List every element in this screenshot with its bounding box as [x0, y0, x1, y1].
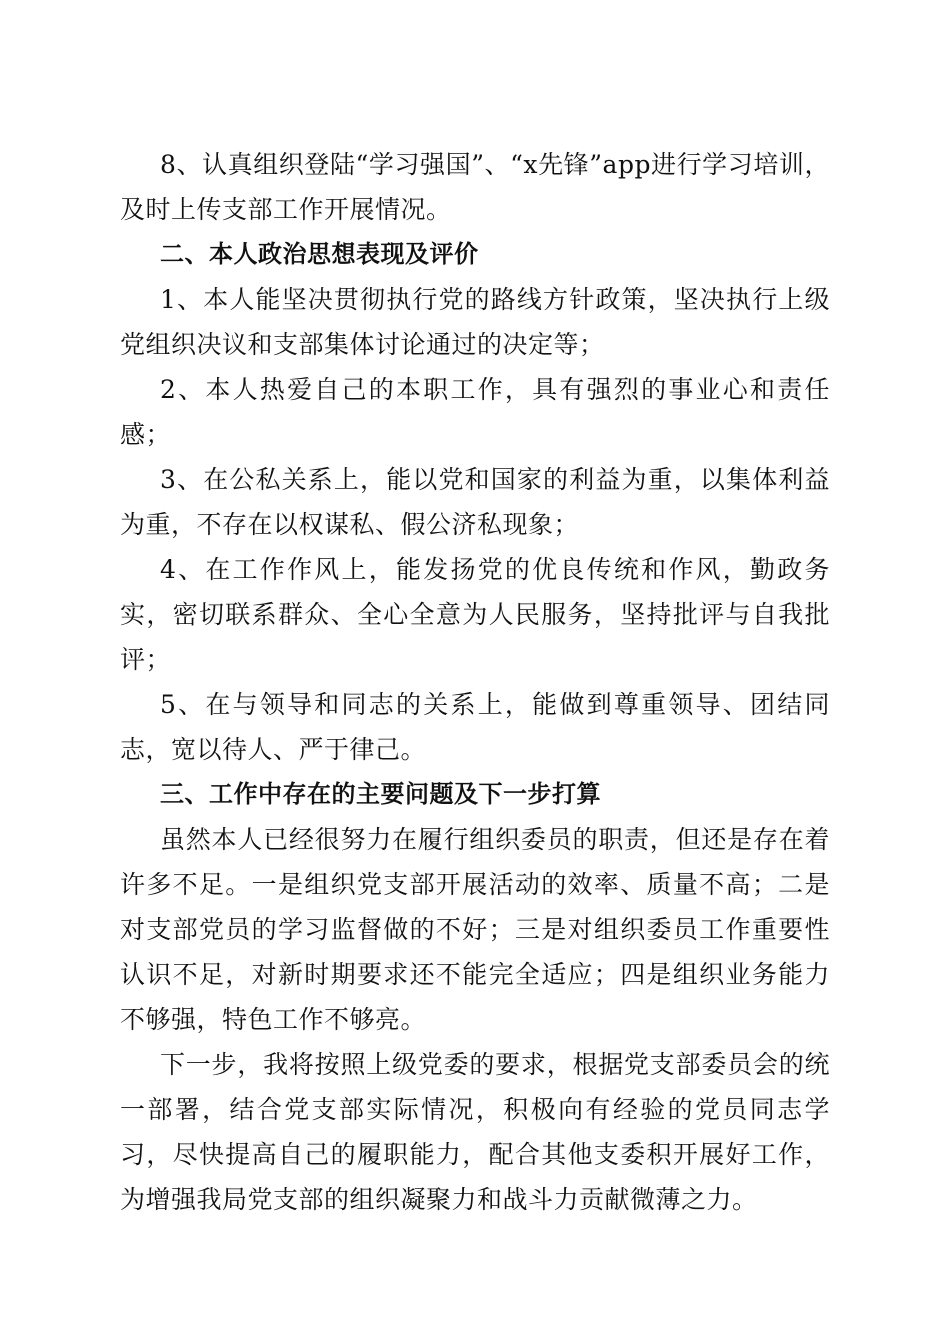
paragraph-item-4: 4、在工作作风上，能发扬党的优良传统和作风，勤政务实，密切联系群众、全心全意为人民服务，坚持批评与自我批评；	[120, 555, 830, 674]
paragraph-item-1: 1、本人能坚决贯彻执行党的路线方针政策，坚决执行上级党组织决议和支部集体讨论通过的决定等；	[120, 285, 830, 359]
paragraph-item-2: 2、本人热爱自己的本职工作，具有强烈的事业心和责任感；	[120, 375, 830, 449]
section-heading-2: 二、本人政治思想表现及评价	[160, 240, 479, 268]
paragraph-item-3: 3、在公私关系上，能以党和国家的利益为重，以集体利益为重，不存在以权谋私、假公济私现象；	[120, 465, 830, 539]
paragraph-next-steps: 下一步，我将按照上级党委的要求，根据党支部委员会的统一部署，结合党支部实际情况，积极向有经验的党员同志学习，尽快提高自己的履职能力，配合其他支委积开展好工作，为增强我局党支部的组织凝聚力和战斗力贡献微薄之力。	[120, 1050, 830, 1214]
paragraph-item-8: 8、认真组织登陆“学习强国”、“x先锋”app进行学习培训，及时上传支部工作开展情况。	[120, 150, 830, 224]
document-body	[120, 142, 830, 1222]
paragraph-problems: 虽然本人已经很努力在履行组织委员的职责，但还是存在着许多不足。一是组织党支部开展活动的效率、质量不高；二是对支部党员的学习监督做的不好；三是对组织委员工作重要性认识不足，对新时期要求还不能完全适应；四是组织业务能力不够强，特色工作不够亮。	[120, 825, 830, 1034]
paragraph-item-5: 5、在与领导和同志的关系上，能做到尊重领导、团结同志，宽以待人、严于律己。	[120, 690, 830, 764]
section-heading-3: 三、工作中存在的主要问题及下一步打算	[160, 780, 601, 808]
